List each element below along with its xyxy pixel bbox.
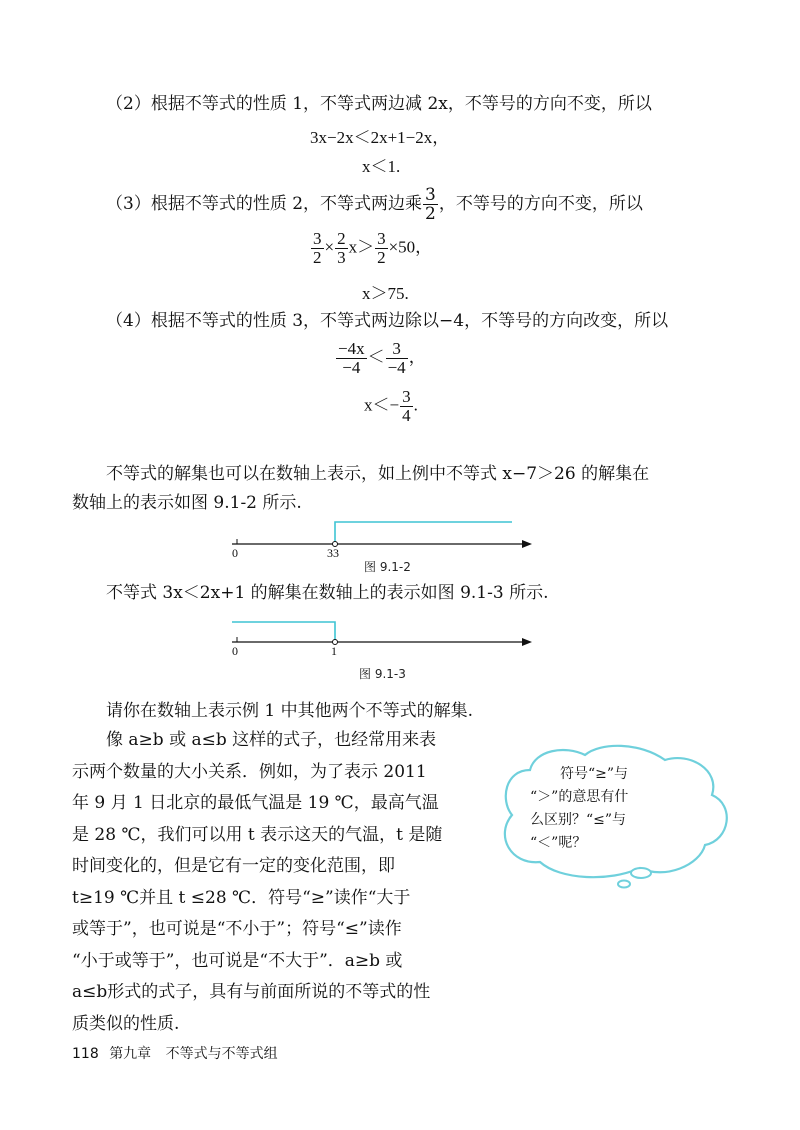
solution-set-line [232, 622, 335, 642]
paragraph-number-line-intro-1: 不等式的解集也可以在数轴上表示，如上例中不等式 x−7＞26 的解集在 [106, 464, 650, 484]
axis-arrow [522, 638, 532, 646]
solution-3-eq2: x＞75. [362, 284, 409, 303]
chapter-title: 不等式与不等式组 [165, 1046, 278, 1062]
figure-2-caption: 图 9.1-3 [359, 667, 406, 681]
paragraph-inequality-symbols [72, 725, 482, 1040]
text-line: 是 28 ℃，我们可以用 t 表示这天的气温，t 是随 [72, 824, 443, 845]
figure-1-label-zero: 0 [232, 546, 238, 560]
number-line-figure-1 [232, 522, 532, 548]
text-line: 时间变化的，但是它有一定的变化范围，即 [72, 856, 395, 876]
bubble-line: “＜”呢？ [530, 835, 587, 851]
paragraph-exercise: 请你在数轴上表示例 1 中其他两个不等式的解集. [106, 701, 474, 721]
figure-1-label-point: 33 [327, 546, 339, 560]
bubble-line: “＞”的意思有什 [530, 789, 629, 805]
bubble-tail-small [618, 881, 630, 888]
solution-4-text: （4）根据不等式的性质 3，不等式两边除以−4，不等号的方向改变，所以 [106, 311, 669, 331]
text-line: “小于或等于”，也可说是“不大于”．a≥b 或 [72, 950, 403, 971]
solution-4-eq2: x＜− $\frac{3}{4}$ . [364, 387, 418, 425]
fraction: $\frac{3}{2}$ [425, 185, 436, 224]
figure-2-label-point: 1 [331, 644, 337, 658]
solution-2-eq2: x＜1. [362, 157, 401, 176]
solution-3-text-a: （3）根据不等式的性质 2，不等式两边乘 [106, 194, 423, 214]
bubble-line: 么区别？“≤”与 [530, 812, 627, 828]
text-line: t≥19 ℃并且 t ≤28 ℃．符号“≥”读作“大于 [72, 887, 411, 908]
text-line: 示两个数量的大小关系．例如，为了表示 2011 [72, 761, 427, 782]
solution-2-text: （2）根据不等式的性质 1，不等式两边减 2x，不等号的方向不变，所以 [106, 94, 652, 114]
text-line: 像 a≥b 或 a≤b 这样的式子，也经常用来表 [106, 730, 437, 750]
paragraph-figure-2-intro: 不等式 3x＜2x+1 的解集在数轴上的表示如图 9.1-3 所示. [106, 583, 549, 603]
text-line: 或等于”，也可说是“不小于”；符号“≤”读作 [72, 919, 402, 939]
axis-arrow [522, 540, 532, 548]
solution-3-text-b: ，不等号的方向不变，所以 [438, 194, 643, 214]
paragraph-number-line-intro-2: 数轴上的表示如图 9.1-2 所示. [72, 493, 302, 513]
number-line-figure-2 [232, 622, 532, 646]
text-line: 年 9 月 1 日北京的最低气温是 19 ℃，最高气温 [72, 793, 439, 813]
bubble-text [530, 763, 700, 855]
solution-4-eq1: $\frac{-4x}{-4}$ ＜ $\frac{3}{-4}$ ， [338, 339, 426, 377]
bubble-line: 符号“≥”与 [560, 766, 629, 782]
figure-1-caption: 图 9.1-2 [364, 560, 411, 574]
solution-3-eq1: $\frac{3}{2}$ × $\frac{2}{3}$ x＞ $\frac{3}{2}$ ×50， [313, 229, 433, 267]
solution-2-eq1: 3x−2x＜2x+1−2x， [310, 128, 450, 147]
page-number: 118 [72, 1046, 99, 1062]
figure-2-label-zero: 0 [232, 644, 238, 658]
bubble-tail-large [631, 868, 651, 878]
solution-set-line [335, 522, 512, 544]
text-line: a≤b形式的式子，具有与前面所说的不等式的性 [72, 982, 431, 1002]
chapter-label: 第九章 [109, 1046, 152, 1062]
page-footer [72, 1043, 278, 1063]
text-line: 质类似的性质. [72, 1013, 180, 1034]
